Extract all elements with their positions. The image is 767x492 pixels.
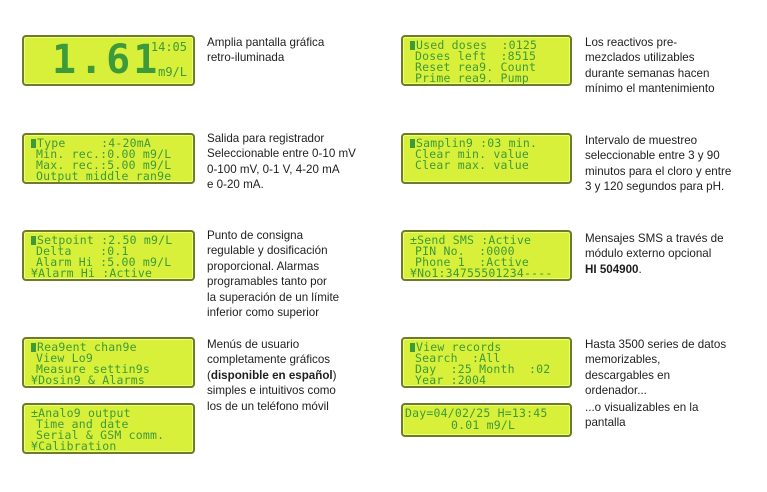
lcd-line: Measure settin9s bbox=[36, 362, 150, 376]
scroll-arrow-icon: ¥ bbox=[31, 373, 39, 387]
lcd-line: Output middle ran9e bbox=[36, 169, 172, 183]
unit-readout: m9/L bbox=[158, 65, 187, 79]
lcd-line: Min. rec.:0.00 m9/L bbox=[36, 147, 172, 161]
main-reading-value: 1.61 bbox=[52, 37, 161, 83]
lcd-line: Delta :0.1 bbox=[36, 244, 129, 258]
lcd-line: Used doses :0125 bbox=[410, 40, 566, 51]
lcd-main-menu-2 bbox=[22, 403, 195, 454]
lcd-output-type bbox=[22, 133, 195, 184]
lcd-line: ¥Calibration bbox=[31, 439, 117, 453]
lcd-line: Serial & GSM comm. bbox=[36, 428, 165, 442]
lcd-line: Day=04/02/25 H=13:45 bbox=[405, 406, 548, 420]
lcd-line: Clear min. value bbox=[415, 147, 529, 161]
scroll-arrow-icon: ¥ bbox=[410, 266, 418, 280]
desc-user-menus: Menús de usuario completamente gráficos (disponible en español) simples e intuitivos como los de un teléfono móvil bbox=[207, 338, 337, 413]
clock-readout: 14:05 bbox=[150, 40, 187, 54]
lcd-doses bbox=[401, 35, 572, 86]
lcd-line: ¥Alarm Hi :Active bbox=[31, 266, 153, 280]
lcd-line: Rea9ent chan9e bbox=[31, 342, 189, 353]
scroll-arrow-icon: ¥ bbox=[31, 439, 39, 453]
lcd-line: ¥Dosin9 & Alarms bbox=[31, 373, 145, 387]
scroll-arrow-icon: ¥ bbox=[31, 266, 39, 280]
desc-setpoint: Punto de consigna regulable y dosificación proporcional. Alarmas programables tanto por la superación de un límite inferior como superior bbox=[207, 229, 340, 320]
lcd-line: 0.01 m9/L bbox=[451, 418, 516, 432]
desc-big-display: Amplia pantalla gráfica retro-iluminada bbox=[207, 36, 325, 65]
lcd-line: Search :All bbox=[415, 351, 501, 365]
scroll-arrow-icon: ± bbox=[31, 406, 39, 420]
lcd-line: Max. rec.:5.00 m9/L bbox=[36, 158, 172, 172]
lcd-line: Type :4-20mA bbox=[31, 138, 189, 149]
desc-sampling: Intervalo de muestreo seleccionable entre 3 y 90 minutos para el cloro y entre 3 y 120 segundos para pH. bbox=[585, 134, 732, 194]
lcd-line: Alarm Hi :5.00 m9/L bbox=[36, 255, 172, 269]
lcd-line: Doses left :8515 bbox=[415, 49, 537, 63]
lcd-line: ¥No1:34755501234---- bbox=[410, 266, 553, 280]
desc-records: Hasta 3500 series de datos memorizables, descargables en ordenador... bbox=[585, 338, 727, 398]
lcd-setpoint bbox=[22, 230, 195, 281]
lcd-line: ±Analo9 output bbox=[31, 406, 131, 420]
desc-reagents: Los reactivos pre- mezclados utilizables durante semanas hacen mínimo el mantenimiento bbox=[585, 36, 715, 96]
lcd-sampling bbox=[401, 133, 572, 184]
lcd-line: View records bbox=[410, 342, 566, 353]
desc-record-view: ...o visualizables en la pantalla bbox=[585, 401, 699, 430]
lcd-line: Year :2004 bbox=[415, 373, 487, 387]
lcd-line: Prime rea9. Pump bbox=[415, 71, 529, 85]
lcd-line: Clear max. value bbox=[415, 158, 529, 172]
lcd-line: PIN No. :0000 bbox=[415, 244, 515, 258]
lcd-records bbox=[401, 337, 572, 388]
lcd-line: Time and date bbox=[36, 417, 129, 431]
lcd-main-reading bbox=[22, 35, 195, 86]
lcd-main-menu-1 bbox=[22, 337, 195, 388]
lcd-line: Day :25 Month :02 bbox=[415, 362, 551, 376]
lcd-line: Phone 1 :Active bbox=[415, 255, 529, 269]
lcd-line: ±Send SMS :Active bbox=[410, 233, 532, 247]
lcd-record-view bbox=[401, 403, 572, 437]
desc-recorder-output: Salida para registrador Seleccionable entre 0-10 mV 0-100 mV, 0-1 V, 4-20 mA e 0-20 mA. bbox=[207, 132, 356, 192]
lcd-sms bbox=[401, 230, 572, 281]
lcd-line: Setpoint :2.50 m9/L bbox=[31, 235, 189, 246]
lcd-line: View Lo9 bbox=[36, 351, 93, 365]
scroll-arrow-icon: ± bbox=[410, 233, 418, 247]
lcd-line: Reset rea9. Count bbox=[415, 60, 537, 74]
desc-sms: Mensajes SMS a través de módulo externo opcional HI 504900. bbox=[585, 232, 724, 276]
lcd-line: Samplin9 :03 min. bbox=[410, 138, 566, 149]
